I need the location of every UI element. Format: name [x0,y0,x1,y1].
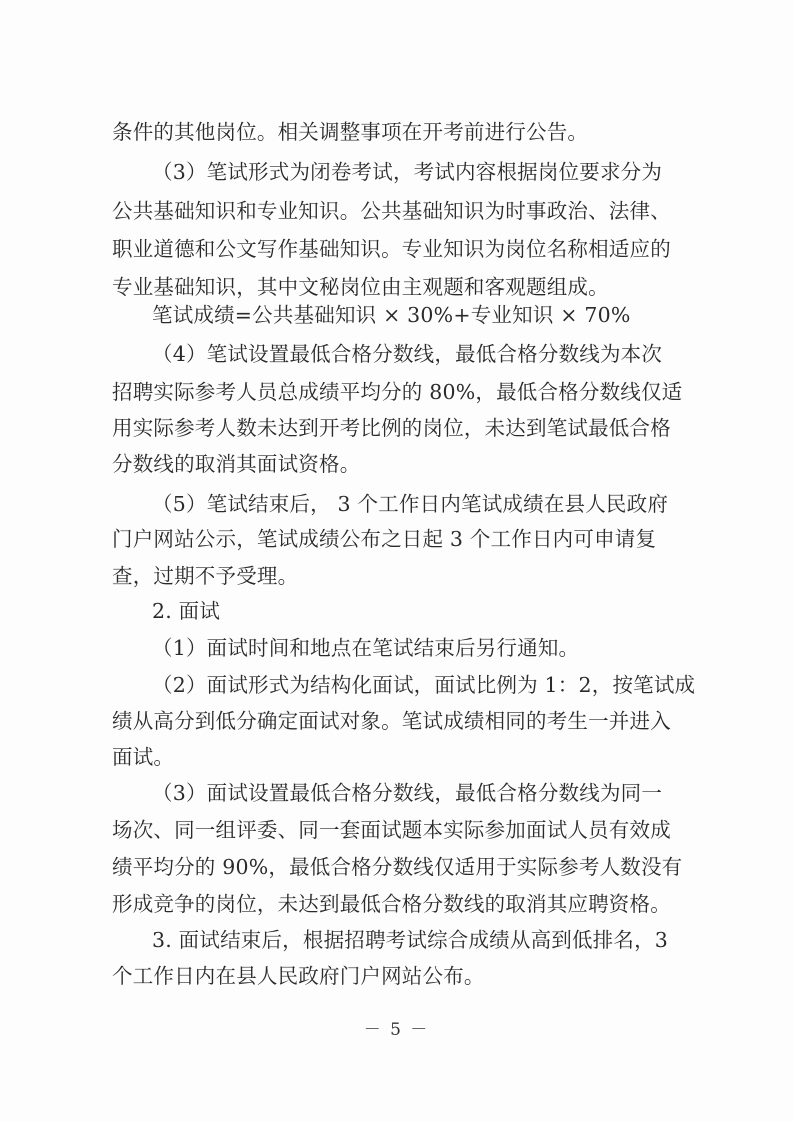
paragraph-line: 专业基础知识，其中文秘岗位由主观题和客观题组成。 [112,275,609,299]
paragraph-line: 绩平均分的 90%，最低合格分数线仅适用于实际参考人数没有 [112,855,683,879]
paragraph-line: （2）面试形式为结构化面试，面试比例为 1：2，按笔试成 [152,673,696,697]
paragraph-line: 招聘实际参考人员总成绩平均分的 80%，最低合格分数线仅适 [112,380,683,404]
paragraph-line: 门户网站公示，笔试成绩公布之日起 3 个工作日内可申请复 [112,527,657,551]
section-heading: 2. 面试 [152,599,221,623]
paragraph-line: 3. 面试结束后，根据招聘考试综合成绩从高到低排名，3 [152,928,669,952]
paragraph-line: 形成竞争的岗位，未达到最低合格分数线的取消其应聘资格。 [112,892,671,916]
paragraph-line: 查，过期不予受理。 [112,564,299,588]
paragraph-line: 职业道德和公文写作基础知识。专业知识为岗位名称相适应的 [112,237,671,261]
page-number: － 5 － [363,1020,430,1040]
paragraph-line: 绩从高分到低分确定面试对象。笔试成绩相同的考生一并进入 [112,709,671,733]
paragraph-line: 条件的其他岗位。相关调整事项在开考前进行公告。 [112,120,589,144]
paragraph-line: 个工作日内在县人民政府门户网站公布。 [112,964,485,988]
paragraph-line: 用实际参考人数未达到开考比例的岗位，未达到笔试最低合格 [112,416,671,440]
paragraph-line: 分数线的取消其面试资格。 [112,452,361,476]
paragraph-line: 公共基础知识和专业知识。公共基础知识为时事政治、法律、 [112,199,671,223]
formula-line: 笔试成绩=公共基础知识 × 30%+专业知识 × 70% [152,303,631,327]
paragraph-line: （4）笔试设置最低合格分数线，最低合格分数线为本次 [152,342,663,366]
paragraph-line: （5）笔试结束后， 3 个工作日内笔试成绩在县人民政府 [152,492,669,516]
paragraph-line: （3）面试设置最低合格分数线，最低合格分数线为同一 [152,781,663,805]
paragraph-line: （3）笔试形式为闭卷考试，考试内容根据岗位要求分为 [152,160,663,184]
paragraph-line: 面试。 [112,745,175,769]
paragraph-line: （1）面试时间和地点在笔试结束后另行通知。 [152,636,580,660]
paragraph-line: 场次、同一组评委、同一套面试题本实际参加面试人员有效成 [112,818,671,842]
